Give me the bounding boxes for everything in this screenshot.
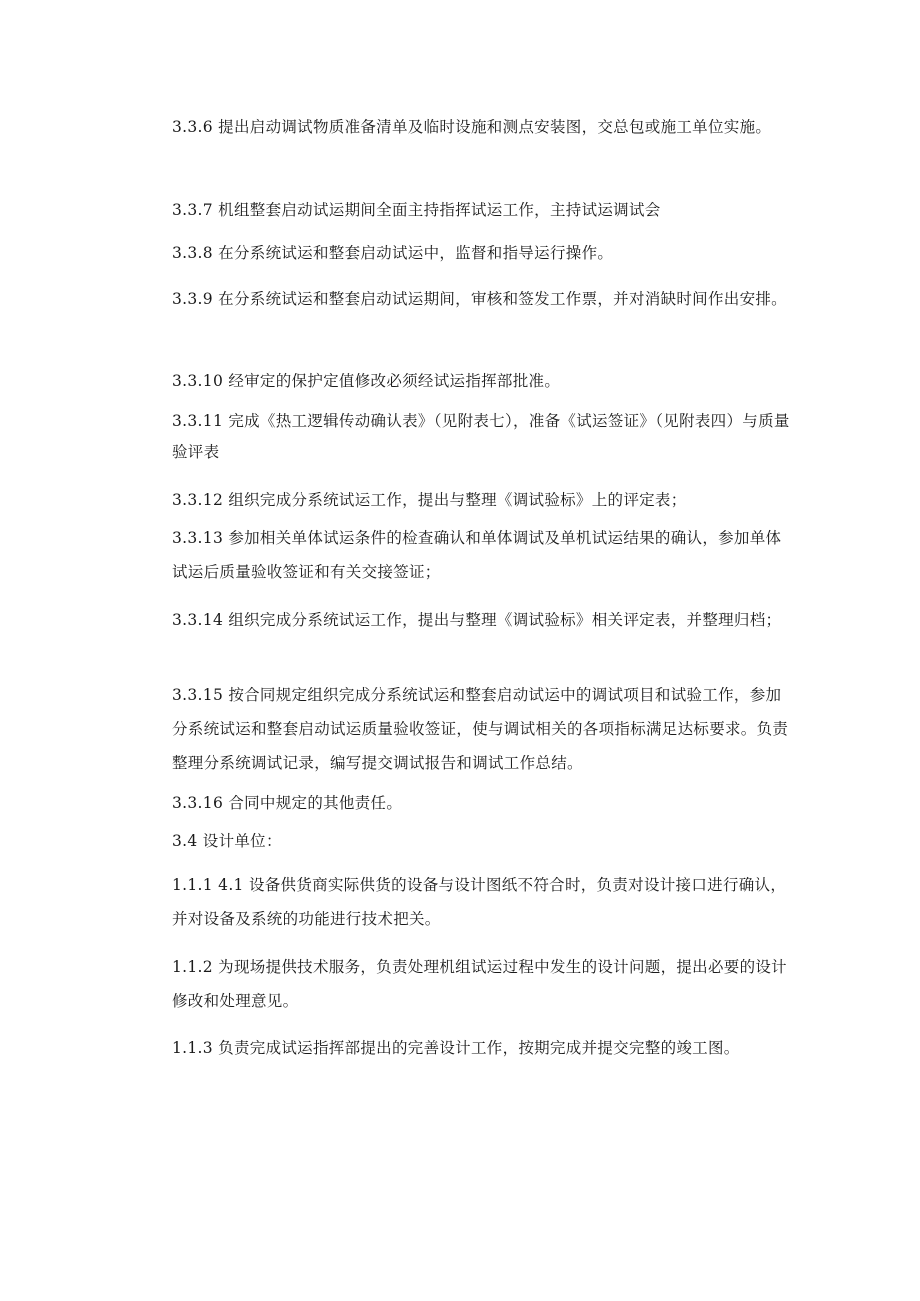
paragraph-3-3-13: 3.3.13 参加相关单体试运条件的检查确认和单体调试及单机试运结果的确认，参加单体试运后质量验收签证和有关交接签证； [172, 529, 782, 581]
paragraph-3-3-11: 3.3.11 完成《热工逻辑传动确认表》（见附表七），准备《试运签证》（见附表四）与质量验评表 [172, 412, 790, 461]
paragraph-1-1-1: 1.1.1 4.1 设备供货商实际供货的设备与设计图纸不符合时，负责对设计接口进行确认，并对设备及系统的功能进行技术把关。 [172, 876, 787, 928]
paragraph-3-3-6: 3.3.6 提出启动调试物质准备清单及临时设施和测点安装图，交总包或施工单位实施。 [172, 118, 772, 136]
paragraph-3-3-14: 3.3.14 组织完成分系统试运工作，提出与整理《调试验标》相关评定表，并整理归档； [172, 611, 782, 629]
paragraph-3-3-9: 3.3.9 在分系统试运和整套启动试运期间，审核和签发工作票，并对消缺时间作出安排。 [172, 290, 787, 308]
paragraph-3-3-12: 3.3.12 组织完成分系统试运工作，提出与整理《调试验标》上的评定表； [172, 491, 687, 509]
paragraph-3-3-8: 3.3.8 在分系统试运和整套启动试运中，监督和指导运行操作。 [172, 244, 614, 262]
paragraph-3-3-15: 3.3.15 按合同规定组织完成分系统试运和整套启动试运中的调试项目和试验工作，参加分系统试运和整套启动试运质量验收签证，使与调试相关的各项指标满足达标要求。负责整理分系统调试记录，编写提交调试报告和调试工作总结。 [172, 686, 789, 772]
heading-3-4: 3.4 设计单位： [172, 832, 282, 850]
paragraph-3-3-10: 3.3.10 经审定的保护定值修改必须经试运指挥部批准。 [172, 372, 561, 390]
paragraph-3-3-16: 3.3.16 合同中规定的其他责任。 [172, 794, 403, 812]
paragraph-1-1-3: 1.1.3 负责完成试运指挥部提出的完善设计工作，按期完成并提交完整的竣工图。 [172, 1039, 740, 1057]
paragraph-1-1-2: 1.1.2 为现场提供技术服务，负责处理机组试运过程中发生的设计问题，提出必要的设计修改和处理意见。 [172, 958, 787, 1010]
paragraph-3-3-7: 3.3.7 机组整套启动试运期间全面主持指挥试运工作，主持试运调试会 [172, 201, 661, 219]
